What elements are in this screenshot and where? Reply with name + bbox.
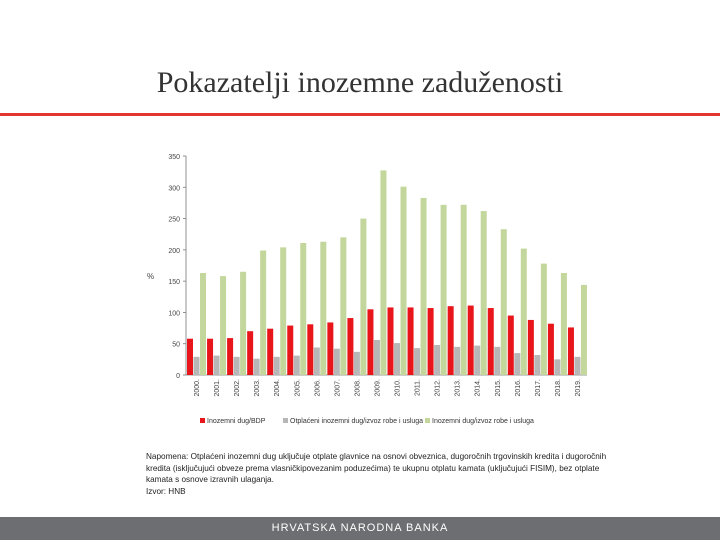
bar-3 [380,170,386,375]
chart-note [146,451,616,497]
x-tick-label: 2002. [234,379,242,397]
bar-1 [388,307,394,375]
y-tick-label: 100 [168,310,180,318]
x-tick-label: 2006. [314,379,322,397]
bar-2 [454,347,460,375]
bar-3 [421,198,427,375]
bar-3 [581,285,587,375]
bar-2 [534,355,540,375]
y-axis-label: % [147,272,155,281]
bar-3 [461,205,467,375]
bar-1 [247,331,253,375]
x-tick-label: 2018. [554,379,562,397]
bar-3 [481,211,487,375]
x-tick-label: 2005. [294,379,302,397]
legend-label-2: Otplaćeni inozemni dug/izvoz robe i usluga [290,418,424,425]
bar-2 [554,359,560,375]
x-tick-label: 2016. [514,379,522,397]
legend-swatch-2 [283,418,288,423]
y-tick-label: 200 [168,247,180,255]
y-tick-label: 300 [168,185,180,193]
y-tick-label: 250 [168,216,180,224]
bar-2 [494,347,500,375]
y-tick-label: 350 [168,154,180,161]
x-tick-label: 2013. [454,379,462,397]
bar-2 [394,343,400,375]
bar-1 [408,307,414,375]
bar-1 [548,324,554,375]
bar-2 [334,349,340,375]
bar-1 [307,324,313,375]
bar-1 [287,326,293,375]
bar-3 [200,273,206,375]
bar-3 [561,273,567,375]
bar-2 [354,352,360,375]
bar-2 [314,347,320,375]
bar-2 [374,340,380,375]
x-tick-label: 2011. [414,379,422,396]
bar-3 [320,242,326,375]
bar-1 [347,318,353,375]
bar-2 [254,359,260,375]
bar-3 [360,219,366,375]
bar-1 [227,338,233,375]
bar-2 [274,357,280,375]
bar-1 [327,322,333,375]
x-tick-label: 2012. [434,379,442,397]
x-tick-label: 2009. [374,379,382,397]
bar-3 [240,272,246,375]
bar-1 [488,308,494,375]
bar-1 [428,308,434,375]
x-tick-label: 2000. [194,379,202,397]
bar-1 [187,339,193,375]
bar-3 [260,250,266,375]
legend-label-3: Inozemni dug/izvoz robe i usluga [432,418,534,425]
bar-2 [434,345,440,375]
x-tick-label: 2008. [354,379,362,397]
bar-3 [401,187,407,375]
bar-1 [267,329,273,375]
bar-3 [300,243,306,375]
footer-bar: HRVATSKA NARODNA BANKA [0,517,720,540]
y-tick-label: 50 [172,341,180,349]
bar-2 [294,356,300,375]
x-tick-label: 2001. [214,379,222,397]
bar-3 [441,205,447,375]
bar-3 [340,237,346,375]
bar-1 [508,316,514,375]
bar-1 [528,320,534,375]
bar-3 [501,229,507,375]
x-tick-label: 2014. [474,379,482,397]
slide-title: Pokazatelji inozemne zaduženosti [156,66,564,99]
bar-1 [367,309,373,375]
bar-2 [194,357,200,375]
note-text: Napomena: Otplaćeni inozemni dug uključuje otplate glavnice na osnovi obveznica, dugoročnih trgovinskih kredita i dugoročnih kredita (isključujući obveze prema vlasničkipovezanim poduzećima) te ukupnu otplatu kamata (uključujući FISIM), bez otplate kamata s osnove izravnih ulaganja. [146,452,607,484]
x-tick-label: 2007. [334,379,342,397]
bar-1 [568,327,574,375]
legend-swatch-1 [200,418,205,423]
x-tick-label: 2015. [494,379,502,397]
bar-2 [474,346,480,375]
x-tick-label: 2019. [574,379,582,397]
legend-swatch-3 [425,418,430,423]
bar-1 [468,306,474,375]
bar-2 [414,348,420,375]
y-tick-label: 150 [168,279,180,287]
bar-3 [280,247,286,375]
x-tick-label: 2017. [534,379,542,397]
bar-1 [207,339,213,375]
bar-3 [220,276,226,375]
source-text: Izvor: HNB [146,486,186,496]
x-tick-label: 2010. [394,379,402,397]
x-tick-label: 2004. [274,379,282,397]
y-tick-label: 0 [176,373,180,380]
legend-label-1: Inozemni dug/BDP [207,418,266,425]
bar-2 [514,353,520,375]
bar-3 [521,249,527,375]
bar-1 [448,306,454,375]
bar-3 [541,264,547,375]
x-tick-label: 2003. [254,379,262,397]
bar-2 [574,357,580,375]
bar-2 [214,356,220,375]
bar-2 [234,357,240,375]
